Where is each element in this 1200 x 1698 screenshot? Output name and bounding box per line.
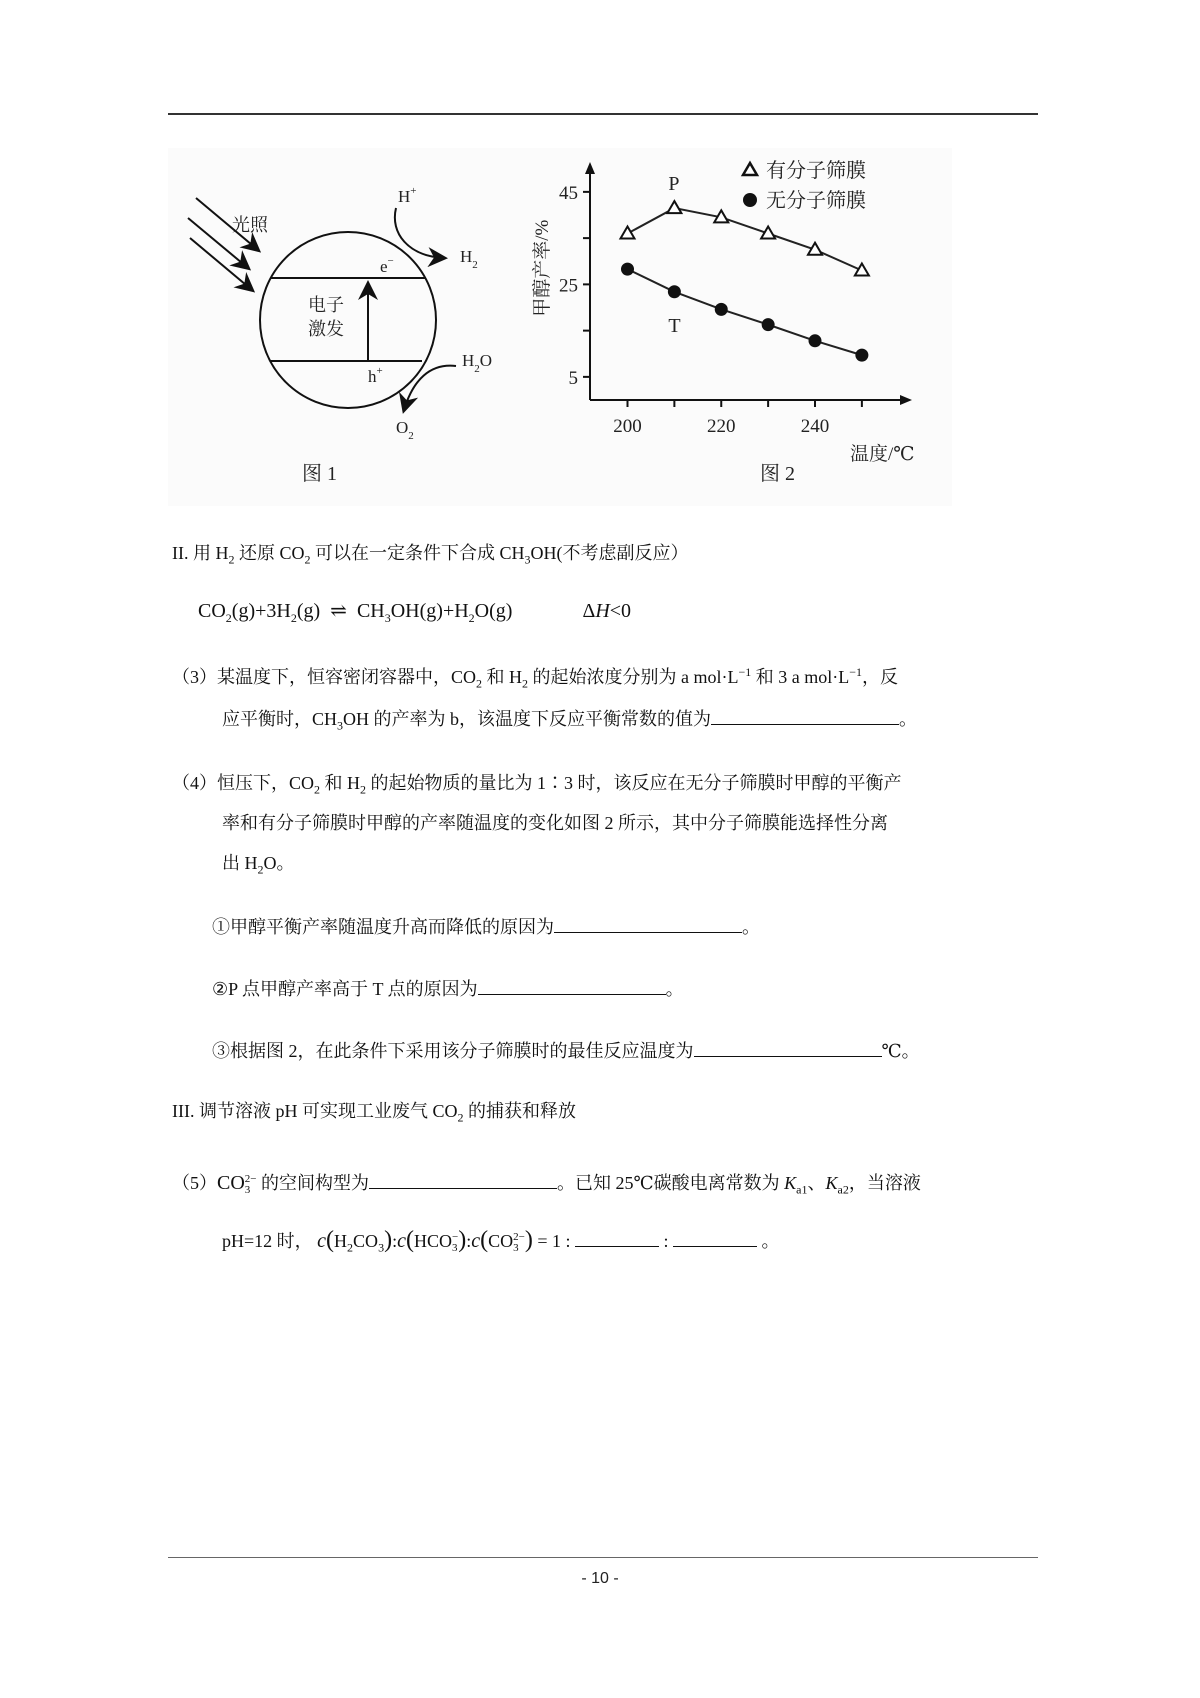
sub: 3 (384, 611, 391, 625)
text: CO (217, 1172, 245, 1194)
text: OH 的产率为 b，该温度下反应平衡常数的值为 (343, 709, 712, 729)
text: = 1 : (532, 1231, 575, 1251)
text: : (659, 1231, 674, 1251)
text: 应平衡时，CH (222, 709, 338, 729)
text: CO (353, 1231, 379, 1251)
text: 可以在一定条件下合成 CH (310, 543, 525, 563)
q3-answer-blank[interactable] (711, 704, 899, 725)
q5-ratio-blank-2[interactable] (673, 1226, 757, 1247)
methanol-yield-chart (520, 148, 952, 506)
sup: 2− (513, 1230, 525, 1243)
text: (g)+3H (231, 600, 291, 622)
q5-ratio-blank-1[interactable] (575, 1226, 659, 1247)
figure-2-caption: 图 2 (760, 463, 795, 485)
sup: 2− (244, 1172, 257, 1185)
figure-1-caption: 图 1 (302, 463, 337, 485)
text: : (392, 1231, 398, 1251)
series-lines (628, 208, 862, 355)
q3-line-1 (172, 664, 898, 690)
y-tick-label: 25 (559, 275, 578, 297)
point-label-p: P (668, 173, 680, 196)
sub: 2 (304, 552, 311, 567)
delta-symbol: Δ (582, 600, 596, 622)
page-number: - 10 - (581, 1570, 619, 1587)
h2-label: $H_2$ (460, 247, 478, 271)
q5-line-1 (172, 1168, 921, 1196)
header-rule (168, 113, 1038, 115)
circle-marker (762, 318, 775, 331)
figure-1 (168, 148, 520, 506)
series-line-2 (628, 269, 862, 355)
text: ，反 (862, 667, 899, 687)
text: 。 (665, 979, 684, 999)
series-line-1 (628, 208, 862, 270)
h-plus-label: H+ (398, 185, 417, 206)
sub: a2 (837, 1182, 849, 1197)
text: 。 (757, 1231, 780, 1251)
legend-circle-icon (743, 193, 757, 207)
q4-sub-2 (212, 974, 684, 1002)
text: 出 H (222, 853, 258, 873)
text: <0 (609, 600, 632, 622)
enthalpy-var: H (595, 600, 610, 622)
text: ℃。 (881, 1041, 920, 1061)
text: 的起始浓度分别为 a mol·L (528, 667, 739, 687)
text: O。 (263, 853, 295, 873)
sub: 2 (257, 862, 264, 877)
text: ①甲醇平衡产率随温度升高而降低的原因为 (212, 917, 554, 937)
text: : (466, 1231, 472, 1251)
text: 和 H (482, 667, 523, 687)
text: CO (488, 1231, 514, 1251)
o2-label: $O_2$ (396, 418, 414, 442)
section-2-heading (172, 540, 689, 566)
footer-rule (168, 1557, 1038, 1558)
q4-2-answer-blank[interactable] (478, 974, 666, 995)
text: HCO (413, 1231, 452, 1251)
sub: 3 (244, 1183, 251, 1196)
electron-label: e− (380, 255, 394, 276)
center-label-2: 激发 (308, 319, 344, 339)
equilibrium-arrow-icon: ⇌ (330, 600, 347, 622)
sub: 2 (225, 611, 232, 625)
sub: 2 (522, 676, 529, 691)
q4-line-3 (222, 850, 295, 876)
q4-sub-1 (212, 912, 760, 940)
sub: a1 (796, 1182, 808, 1197)
text: CH (356, 600, 385, 622)
text: ②P 点甲醇产率高于 T 点的原因为 (212, 979, 478, 999)
legend-triangle-icon (743, 163, 757, 175)
q3-line-2 (222, 704, 917, 732)
point-label-t: T (668, 314, 681, 337)
legend-label: 无分子筛膜 (766, 190, 866, 212)
text: K (825, 1173, 838, 1193)
text: 还原 CO (234, 543, 305, 563)
sub: 2 (347, 1240, 354, 1255)
circle-marker (621, 263, 634, 276)
text: pH=12 时， (222, 1231, 313, 1251)
text: （3）某温度下，恒容密闭容器中，CO (172, 667, 477, 687)
text: ③根据图 2，在此条件下采用该分子筛膜时的最佳反应温度为 (212, 1041, 694, 1061)
particle-circle (260, 232, 436, 408)
triangle-marker (855, 264, 869, 276)
q5-structure-blank[interactable] (369, 1168, 557, 1189)
chart-labels (668, 159, 866, 337)
light-label: 光照 (232, 215, 268, 235)
text: 的空间构型为 (256, 1173, 370, 1193)
text: 。 (742, 917, 760, 937)
text: （4）恒压下，CO (172, 773, 315, 793)
text: 的起始物质的量比为 1∶3 时，该反应在无分子筛膜时甲醇的平衡产 (366, 773, 902, 793)
q4-1-answer-blank[interactable] (554, 912, 742, 933)
text: c (317, 1230, 327, 1252)
sub: 2 (290, 611, 297, 625)
sub: 2 (476, 676, 483, 691)
legend-label: 有分子筛膜 (766, 160, 866, 182)
sup: −1 (849, 665, 863, 679)
text: OH(g)+H (390, 600, 469, 622)
h2o-label: $H_2O$ (462, 351, 493, 375)
sup: − (451, 1230, 459, 1243)
text: 的捕获和释放 (463, 1101, 576, 1121)
sub: 2 (457, 1110, 464, 1125)
x-tick-label: 200 (613, 416, 642, 437)
sub: 3 (451, 1241, 458, 1254)
x-axis-arrow-icon (900, 395, 912, 405)
text: 和 H (320, 773, 361, 793)
x-tick-label: 240 (800, 416, 830, 437)
text: （5） (172, 1173, 217, 1193)
text: O(g) (474, 600, 513, 622)
text: K (784, 1173, 797, 1193)
text: ，当溶液 (848, 1173, 921, 1193)
water-arrow (404, 366, 456, 410)
ion-scripts (513, 1232, 525, 1254)
text: 和 3 a mol·L (751, 667, 850, 687)
text: CO (198, 600, 226, 622)
circle-marker (855, 349, 868, 362)
circle-marker (809, 334, 822, 347)
text: c (471, 1230, 481, 1252)
y-tick-label: 5 (568, 367, 578, 389)
circle-marker (668, 285, 681, 298)
section-3-heading (172, 1098, 576, 1124)
sub: 3 (513, 1241, 519, 1254)
circle-marker (715, 303, 728, 316)
q4-line-2: 率和有分子筛膜时甲醇的产率随温度的变化如图 2 所示，其中分子筛膜能选择性分离 (222, 813, 888, 833)
figure-2 (520, 148, 952, 506)
text: c (397, 1230, 406, 1252)
text: II. 用 H (172, 543, 229, 563)
center-label-1: 电子 (308, 295, 344, 315)
q4-line-1 (172, 770, 902, 796)
ion-scripts (245, 1174, 257, 1196)
x-tick-label: 220 (707, 416, 736, 437)
text: 、 (807, 1173, 826, 1193)
text: III. 调节溶液 pH 可实现工业废气 CO (172, 1101, 458, 1121)
text: 。已知 25℃碳酸电离常数为 (557, 1173, 785, 1193)
sub: 2 (360, 782, 367, 797)
text: (g) (296, 600, 321, 622)
sub: 3 (524, 552, 531, 567)
sub: 2 (314, 782, 321, 797)
q4-sub-3 (212, 1036, 920, 1064)
y-tick-label: 45 (559, 182, 578, 204)
text: H (334, 1231, 348, 1251)
sup: −1 (738, 665, 752, 679)
sub: 2 (468, 611, 475, 625)
sub: 2 (228, 552, 235, 567)
text: 。 (899, 709, 918, 729)
x-axis-label: 温度/℃ (850, 444, 915, 465)
photocatalysis-diagram (168, 148, 520, 506)
text: OH(不考虑副反应） (530, 543, 689, 563)
sub: 3 (337, 718, 344, 733)
triangle-marker (621, 227, 635, 239)
y-axis-arrow-icon (585, 162, 595, 174)
sub: 3 (378, 1240, 385, 1255)
triangle-marker (667, 201, 681, 213)
light-arrows (188, 198, 258, 290)
reaction-equation (198, 598, 631, 623)
q5-line-2: pH=12 时， $c(H_2CO_3):c(HCO$ − 3 ):c(CO 2− 3 ) = 1 : : 。 (222, 1227, 780, 1255)
q4-3-answer-blank[interactable] (694, 1036, 882, 1057)
y-axis-label: 甲醇产率/% (532, 219, 553, 317)
hole-label: h+ (368, 365, 383, 386)
